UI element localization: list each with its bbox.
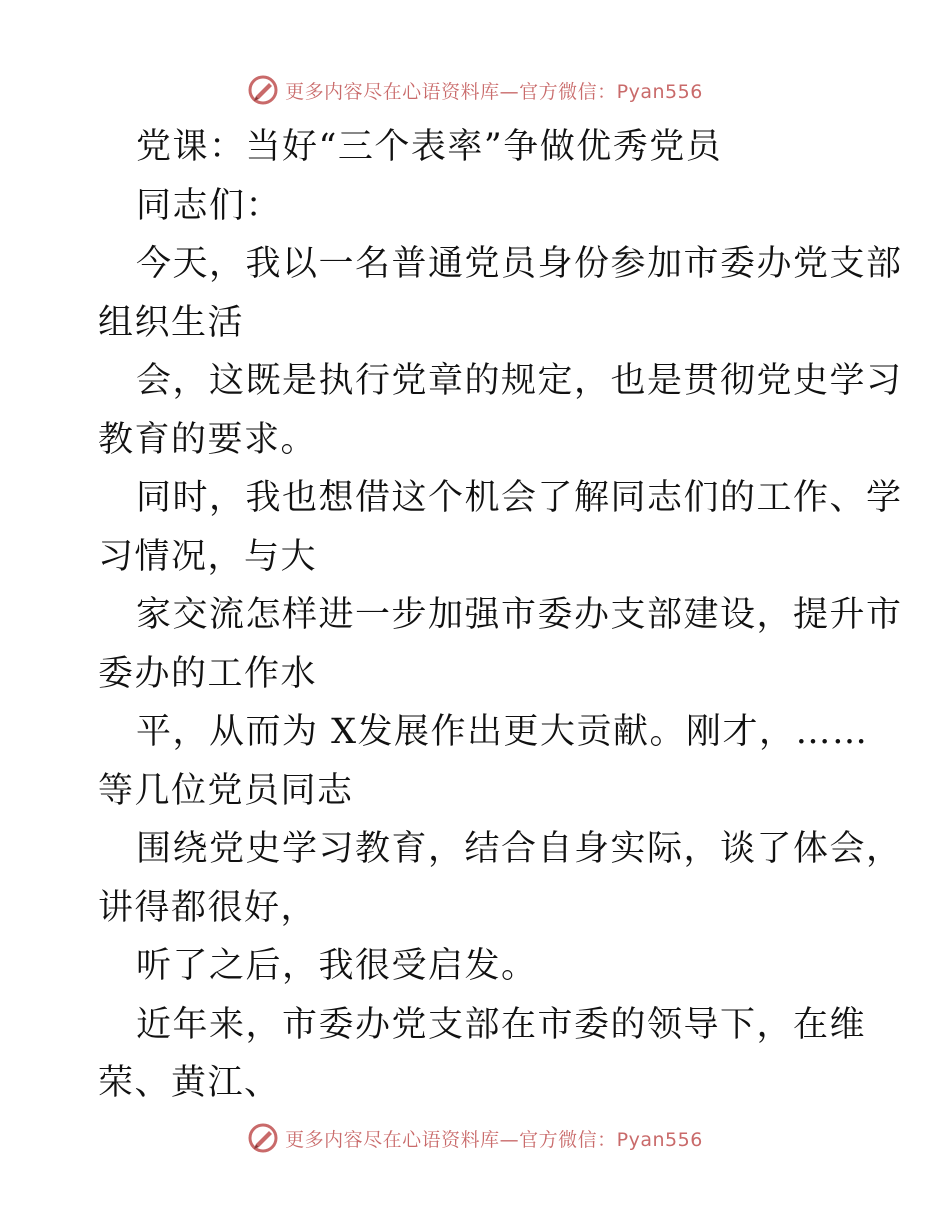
text-line: 讲得都很好， [98,887,318,928]
text-line: 今天，我以一名普通党员身份参加市委办党支部 [136,244,903,284]
footer-watermark [0,1118,950,1158]
text-line: 围绕党史学习教育，结合自身实际，谈了体会， [136,829,903,869]
logo-icon [247,74,279,106]
text-line: 听了之后，我很受启发。 [136,946,538,986]
document-title: 党课：当好“三个表率”争做优秀党员 [136,127,723,167]
logo-icon [247,1122,279,1154]
text-line: 同志们： [136,185,283,226]
text-line: 组织生活 [98,302,245,343]
watermark-text: 更多内容尽在心语资料库—官方微信：Pyan556 [285,1128,703,1151]
text-line: 近年来，市委办党支部在市委的领导下，在维 [136,1004,867,1045]
text-line: 荣、黄江、 [98,1063,281,1103]
text-line: 会，这既是执行党章的规定，也是贯彻党史学习 [136,361,903,401]
watermark-text: 更多内容尽在心语资料库—官方微信：Pyan556 [285,80,703,103]
text-line: 家交流怎样进一步加强市委办支部建设，提升市 [136,595,903,635]
text-line: 平，从而为 X发展作出更大贡献。刚才，…… [136,712,869,752]
document-body [98,118,903,1113]
text-line: 委办的工作水 [98,653,318,694]
text-line: 等几位党员同志 [98,770,354,811]
text-line: 习情况，与大 [98,536,318,577]
text-line: 教育的要求。 [98,419,318,460]
text-line: 同时，我也想借这个机会了解同志们的工作、学 [136,478,903,518]
header-watermark [0,70,950,110]
